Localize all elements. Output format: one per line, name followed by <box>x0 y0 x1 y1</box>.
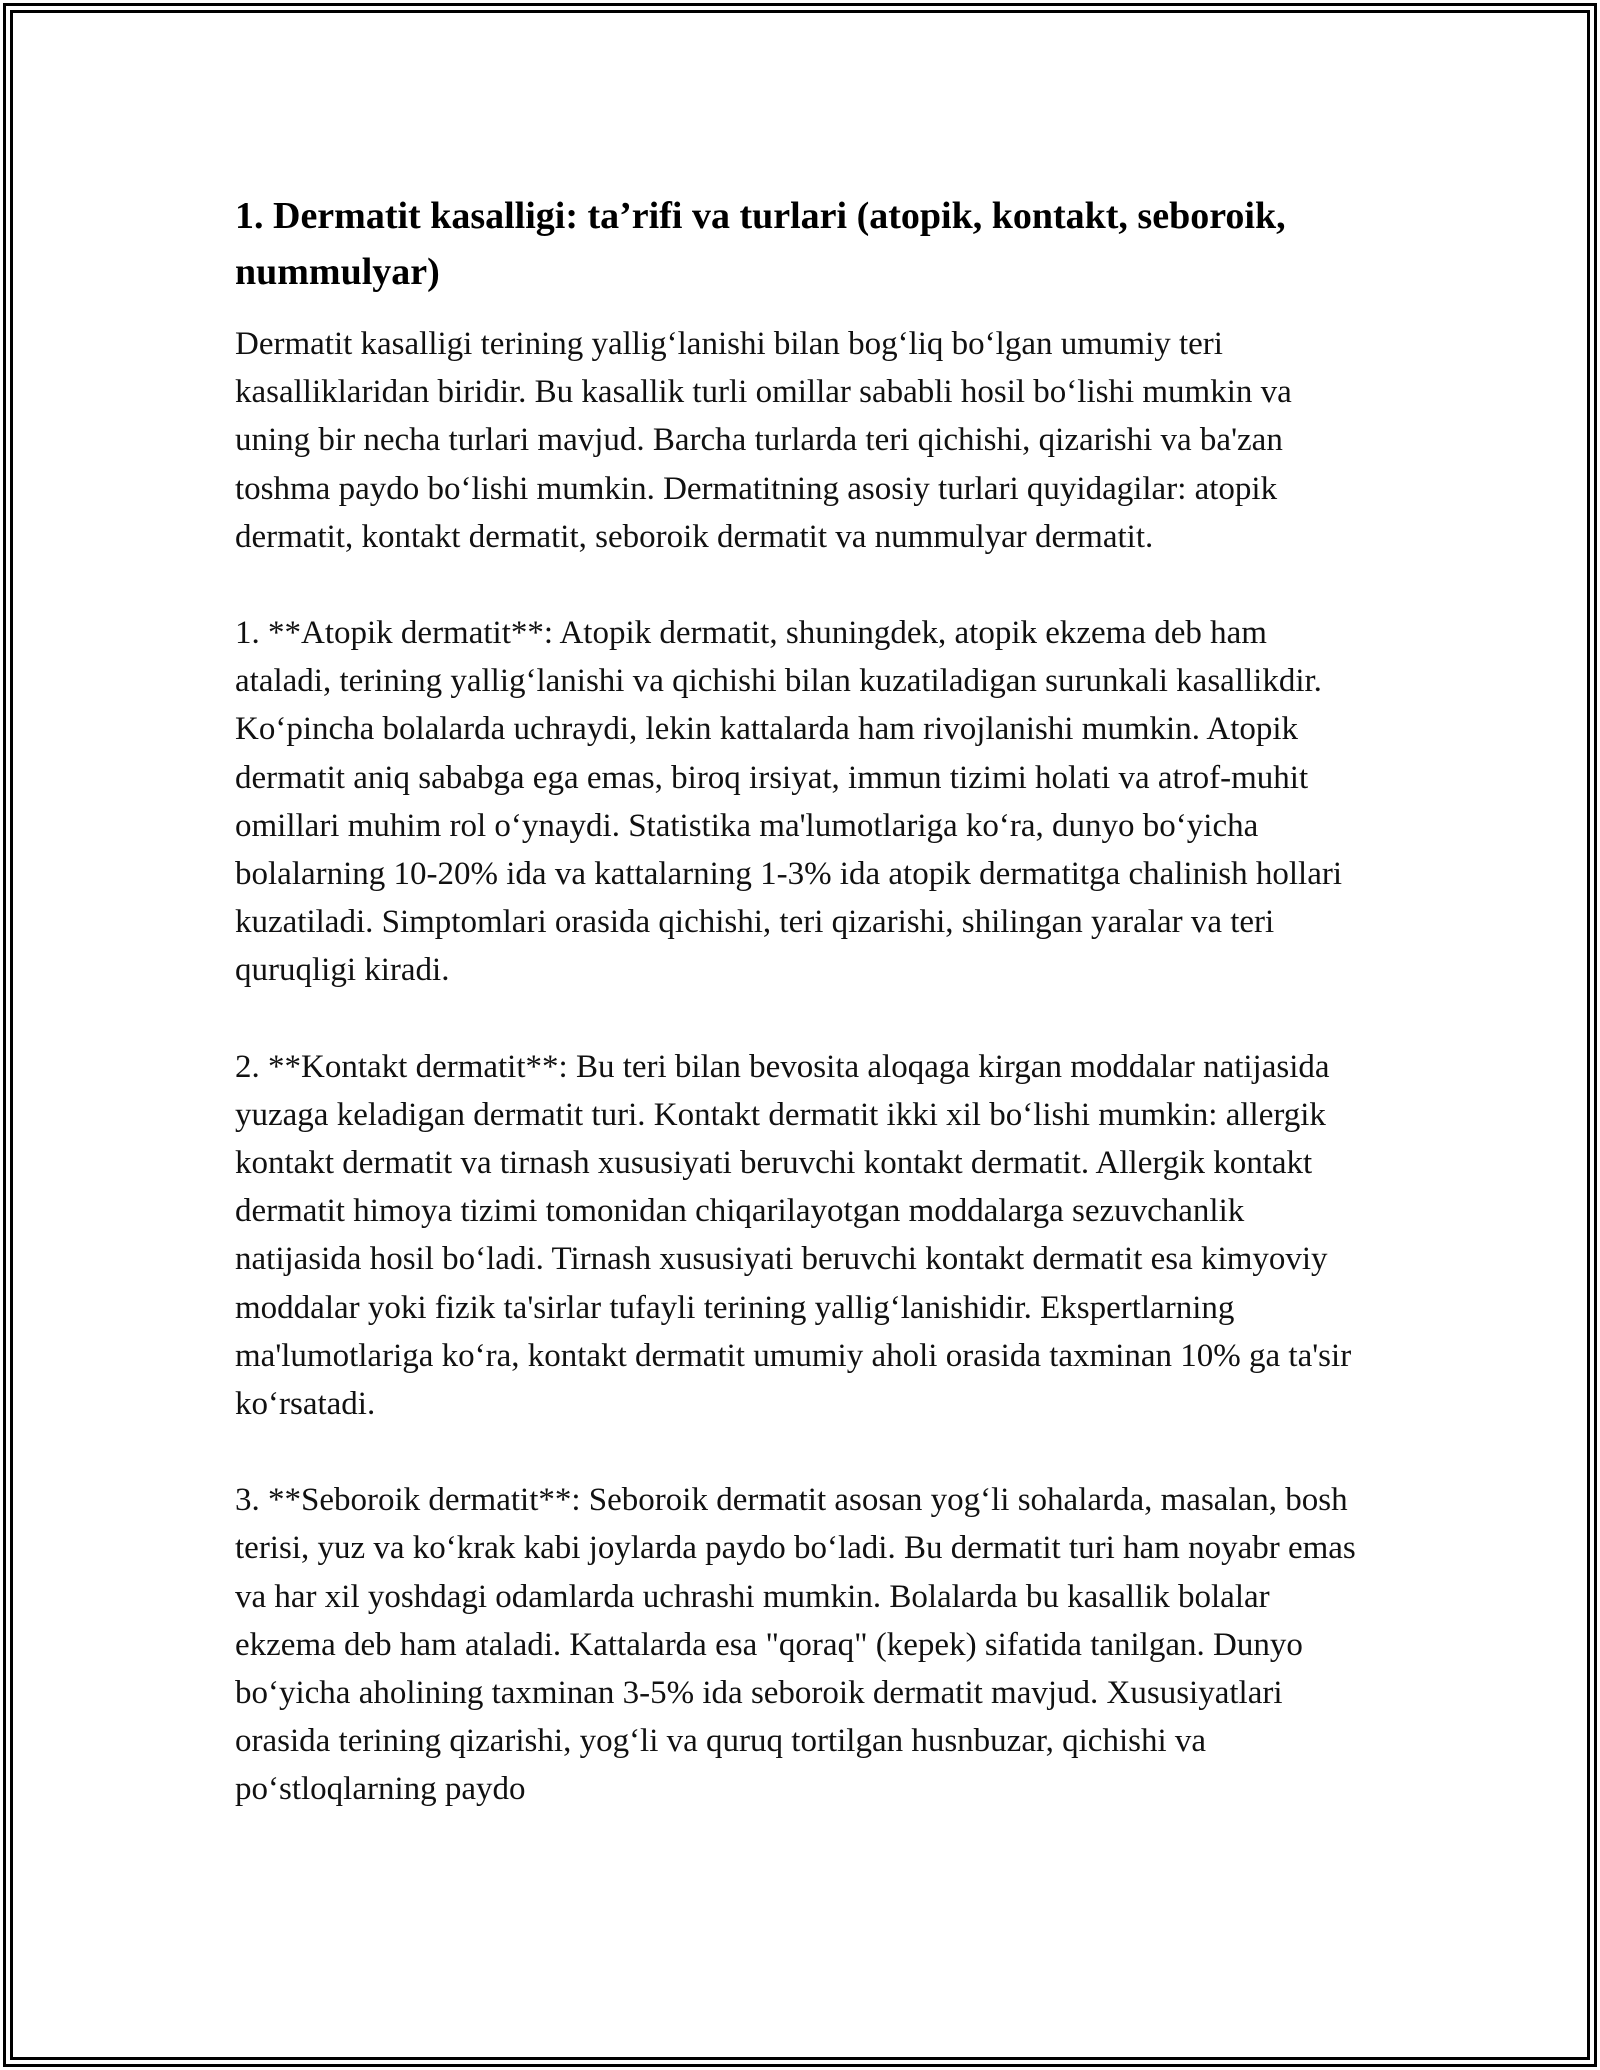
atopic-dermatitis-paragraph: 1. **Atopik dermatit**: Atopik dermatit, shuningdek, atopik ekzema deb ham ataladi, terining yallig‘lanishi va qichishi bilan kuzatiladigan surunkali kasallikdir. Ko‘pincha bolalarda uchraydi, lekin kattalarda ham rivojlanishi mumkin. Atopik dermatit aniq sababga ega emas, biroq irsiyat, immun tizimi holati va atrof-muhit omillari muhim rol o‘ynaydi. Statistika ma'lumotlariga ko‘ra, dunyo bo‘yicha bolalarning 10-20% ida va kattalarning 1-3% ida atopik dermatitga chalinish hollari kuzatiladi. Simptomlari orasida qichishi, teri qizarishi, shilingan yaralar va teri quruqligi kiradi. <box>235 615 1342 989</box>
section-heading: 1. Dermatit kasalligi: ta’rifi va turlari (atopik, kontakt, seboroik, nummulyar) <box>235 195 1286 293</box>
contact-dermatitis-paragraph: 2. **Kontakt dermatit**: Bu teri bilan bevosita aloqaga kirgan moddalar natijasida yuzaga keladigan dermatit turi. Kontakt dermatit ikki xil bo‘lishi mumkin: allergik kontakt dermatit va tirnash xususiyati beruvchi kontakt dermatit. Allergik kontakt dermatit himoya tizimi tomonidan chiqarilayotgan moddalarga sezuvchanlik natijasida hosil bo‘ladi. Tirnash xususiyati beruvchi kontakt dermatit esa kimyoviy moddalar yoki fizik ta'sirlar tufayli terining yallig‘lanishidir. Ekspertlarning ma'lumotlariga ko‘ra, kontakt dermatit umumiy aholi orasida taxminan 10% ga ta'sir ko‘rsatadi. <box>235 1048 1352 1423</box>
seborrheic-dermatitis-paragraph: 3. **Seboroik dermatit**: Seboroik dermatit asosan yog‘li sohalarda, masalan, bosh terisi, yuz va ko‘krak kabi joylarda paydo bo‘ladi. Bu dermatit turi ham noyabr emas va har xil yoshdagi odamlarda uchrashi mumkin. Bolalarda bu kasallik bolalar ekzema deb ham ataladi. Kattalarda esa "qoraq" (kepek) sifatida tanilgan. Dunyo bo‘yicha aholining taxminan 3-5% ida seboroik dermatit mavjud. Xususiyatlari orasida terining qizarishi, yog‘li va quruq tortilgan husnbuzar, qichishi va po‘stloqlarning paydo <box>235 1482 1356 1808</box>
intro-paragraph: Dermatit kasalligi terining yallig‘lanishi bilan bog‘liq bo‘lgan umumiy teri kasalliklaridan biridir. Bu kasallik turli omillar sababli hosil bo‘lishi mumkin va uning bir necha turlari mavjud. Barcha turlarda teri qichishi, qizarishi va ba'zan toshma paydo bo‘lishi mumkin. Dermatitning asosiy turlari quyidagilar: atopik dermatit, kontakt dermatit, seboroik dermatit va nummulyar dermatit. <box>235 326 1292 555</box>
document-body <box>235 188 1370 1862</box>
